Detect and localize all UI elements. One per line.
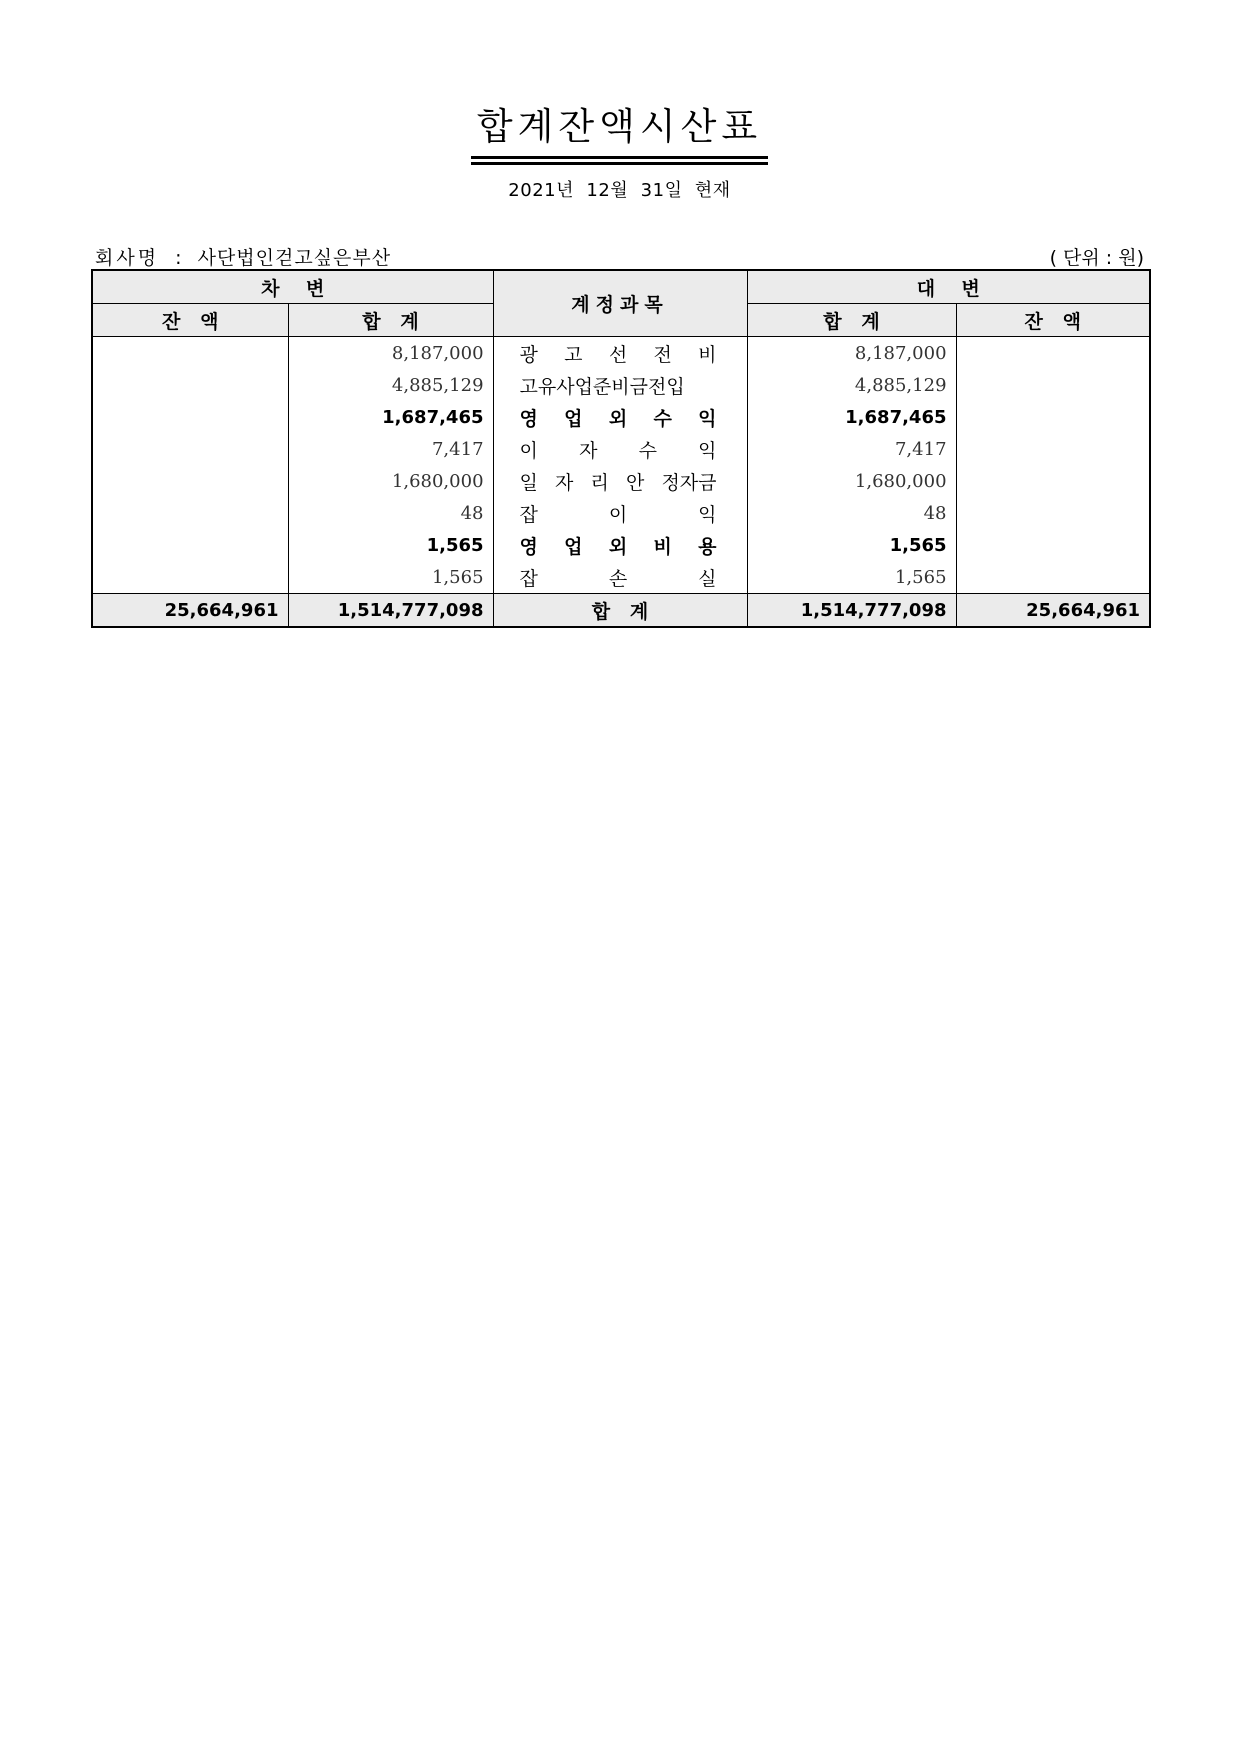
account-name-part: 고 (564, 343, 583, 366)
account-name-part: 익 (698, 439, 717, 462)
credit-total-header: 합 계 (747, 304, 956, 337)
debit-balance-cell (92, 401, 288, 433)
debit-header: 차 변 (92, 270, 493, 304)
table-row (92, 337, 1150, 370)
company-line (95, 243, 391, 270)
account-name-part: 영 (519, 535, 538, 558)
debit-balance-cell (92, 497, 288, 529)
table-row (92, 529, 1150, 561)
credit-balance-cell (956, 369, 1150, 401)
total-label: 합 계 (493, 594, 747, 628)
account-name-part: 익 (698, 407, 717, 430)
account-name-part: 업 (564, 407, 583, 430)
account-name-part: 전 (653, 343, 672, 366)
account-name-cell (493, 433, 747, 465)
debit-total-cell: 1,687,465 (288, 401, 493, 433)
debit-balance-header: 잔 액 (92, 304, 288, 337)
company-label: 회사명 (95, 247, 160, 269)
account-name-part: 비 (653, 535, 672, 558)
credit-header: 대 변 (747, 270, 1150, 304)
account-name-part: 리 (590, 471, 609, 494)
total-debit-balance: 25,664,961 (92, 594, 288, 628)
page-title: 합계잔액시산표 (471, 96, 768, 159)
account-name-part: 정자금 (661, 471, 717, 494)
account-name-part: 수 (638, 439, 657, 462)
credit-balance-header: 잔 액 (956, 304, 1150, 337)
credit-total-cell: 7,417 (747, 433, 956, 465)
table-row (92, 401, 1150, 433)
table-row (92, 561, 1150, 594)
debit-total-cell: 7,417 (288, 433, 493, 465)
credit-total-cell: 1,687,465 (747, 401, 956, 433)
title-wrap (0, 96, 1239, 159)
account-name-part: 자 (555, 471, 574, 494)
account-name-part: 이 (519, 439, 538, 462)
credit-balance-cell (956, 561, 1150, 594)
table-row (92, 497, 1150, 529)
account-name-part: 자 (579, 439, 598, 462)
account-name-cell (493, 529, 747, 561)
account-name-part: 고유사업준비금전입 (519, 375, 685, 398)
account-name-cell (493, 465, 747, 497)
credit-balance-cell (956, 401, 1150, 433)
account-name-part: 업 (564, 535, 583, 558)
account-name-part: 광 (519, 343, 538, 366)
debit-total-cell: 48 (288, 497, 493, 529)
account-name-part: 실 (698, 567, 717, 590)
report-date: 2021년 12월 31일 현재 (508, 180, 731, 201)
account-name-cell (493, 369, 747, 401)
company-separator: : (175, 247, 182, 269)
account-name-part: 비 (698, 343, 717, 366)
debit-balance-cell (92, 369, 288, 401)
credit-total-cell: 48 (747, 497, 956, 529)
debit-total-cell: 1,565 (288, 529, 493, 561)
table-row (92, 465, 1150, 497)
debit-total-cell: 4,885,129 (288, 369, 493, 401)
debit-total-header: 합 계 (288, 304, 493, 337)
company-name: 사단법인걷고싶은부산 (197, 247, 392, 269)
debit-balance-cell (92, 561, 288, 594)
account-name-part: 손 (608, 567, 628, 590)
credit-balance-cell (956, 465, 1150, 497)
credit-balance-cell (956, 337, 1150, 370)
account-name-part: 외 (608, 407, 628, 430)
debit-total-cell: 8,187,000 (288, 337, 493, 370)
account-name-part: 잡 (519, 503, 538, 526)
account-name-part: 잡 (519, 567, 538, 590)
credit-total-cell: 1,565 (747, 561, 956, 594)
credit-total-cell: 1,565 (747, 529, 956, 561)
account-name-part: 이 (608, 503, 628, 526)
credit-total-cell: 8,187,000 (747, 337, 956, 370)
credit-balance-cell (956, 529, 1150, 561)
credit-balance-cell (956, 497, 1150, 529)
debit-balance-cell (92, 433, 288, 465)
account-name-part: 외 (608, 535, 628, 558)
total-credit-total: 1,514,777,098 (747, 594, 956, 628)
account-name-part: 안 (625, 471, 645, 494)
account-name-part: 일 (519, 471, 538, 494)
debit-balance-cell (92, 529, 288, 561)
account-name-part: 용 (698, 535, 717, 558)
account-name-part: 익 (698, 503, 717, 526)
table-row (92, 369, 1150, 401)
debit-balance-cell (92, 337, 288, 370)
account-name-cell (493, 337, 747, 370)
table-row (92, 433, 1150, 465)
debit-total-cell: 1,565 (288, 561, 493, 594)
account-name-cell (493, 497, 747, 529)
debit-balance-cell (92, 465, 288, 497)
credit-balance-cell (956, 433, 1150, 465)
total-debit-total: 1,514,777,098 (288, 594, 493, 628)
trial-balance-table (91, 269, 1151, 628)
account-name-cell (493, 401, 747, 433)
credit-total-cell: 1,680,000 (747, 465, 956, 497)
account-name-part: 수 (653, 407, 672, 430)
totals-row (92, 594, 1150, 628)
account-name-part: 선 (608, 343, 628, 366)
account-header: 계정과목 (493, 270, 747, 337)
unit-label: ( 단위 : 원) (1049, 247, 1144, 269)
debit-total-cell: 1,680,000 (288, 465, 493, 497)
credit-total-cell: 4,885,129 (747, 369, 956, 401)
account-name-cell (493, 561, 747, 594)
table-body (92, 337, 1150, 594)
total-credit-balance: 25,664,961 (956, 594, 1150, 628)
account-name-part: 영 (519, 407, 538, 430)
